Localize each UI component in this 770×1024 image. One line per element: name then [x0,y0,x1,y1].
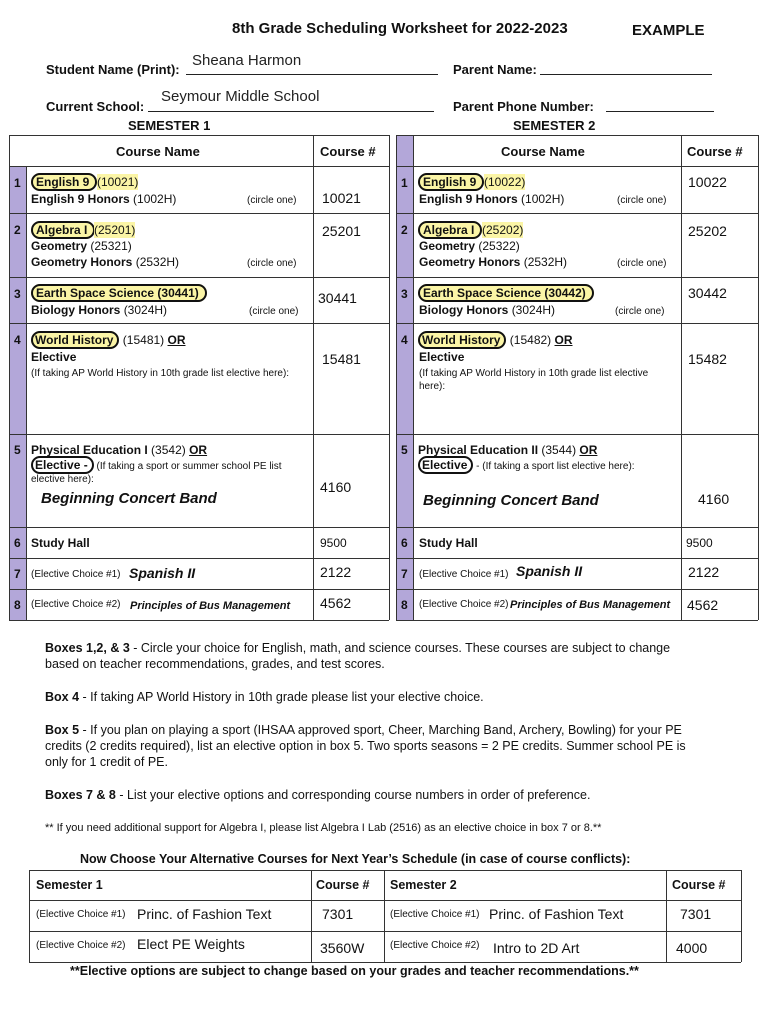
row1-sem1-course[interactable] [31,174,311,190]
row7-sem2-written[interactable]: Spanish II [516,563,583,579]
grid-line [384,870,385,962]
instruction-text: - If taking AP World History in 10th grade please list your elective choice. [79,690,484,704]
row2-sem1-code[interactable]: 25201 [322,223,361,239]
course-code-inline: (25201) [94,223,136,237]
course-code: (3542) [151,443,186,457]
course-title: Geometry Honors [419,255,521,269]
course-code: (1002H) [133,192,177,206]
row1-sem2-line2 [419,191,564,207]
row8-sem1-code[interactable]: 4562 [320,595,352,611]
col-header-course-name-2: Course Name [501,144,585,159]
elective-choice-prefix: (Elective Choice #1) [390,909,480,920]
grid-line [396,620,758,621]
alt-header-semester-2: Semester 2 [390,878,457,892]
grid-line [29,870,30,962]
row-number: 3 [14,287,21,301]
course-code: (1002H) [521,192,565,206]
grid-line [29,900,741,901]
row-number: 4 [401,333,408,347]
elective-circled: Elective - [31,456,94,474]
row2-sem2-course[interactable] [418,222,482,238]
instruction-heading: Boxes 7 & 8 [45,788,116,802]
grid-line [666,870,667,962]
course-code-inline: (10021) [97,175,139,189]
study-hall-label: Study Hall [31,536,90,550]
row-number: 8 [401,598,408,612]
row5-sem1-code[interactable]: 4160 [320,479,352,495]
row8-sem1-written[interactable]: Principles of Bus Management [130,600,291,612]
world-history-circled: World History [418,331,506,349]
course-code: (15482) [509,333,552,347]
row-number: 3 [401,287,408,301]
elective-choice-prefix: (Elective Choice #1) [36,909,126,920]
course-code: (25321) [90,239,132,253]
row8-sem2-code[interactable]: 4562 [687,597,719,613]
grid-line [313,135,314,620]
row-number: 6 [14,536,21,550]
row-number: 7 [401,567,408,581]
course-code: (2532H) [135,255,180,269]
grid-line [741,870,742,962]
semester-2-label: SEMESTER 2 [513,118,596,133]
row5-sem2-code[interactable]: 4160 [698,491,730,507]
circle-one-note: (circle one) [249,306,299,317]
row3-sem1-course[interactable] [31,285,207,301]
grid-line [396,213,758,214]
grid-line [9,277,389,278]
instruction-heading: Box 4 [45,690,80,704]
instruction-heading: Boxes 1,2, & 3 [45,641,130,655]
instruction-algebra-lab: ** If you need additional support for Algebra I, please list Algebra I Lab (2516) as an elective choice in box 7 or 8.** [45,822,602,834]
student-name-field[interactable]: Sheana Harmon [192,52,302,69]
row1-sem2-course[interactable] [418,174,484,190]
elective-choice-prefix: (Elective Choice #2) [36,940,126,951]
grid-line [9,558,389,559]
circle-one-note: (circle one) [247,195,297,206]
row4-sem2-code[interactable]: 15482 [688,351,727,367]
alt2-sem2-course[interactable]: Intro to 2D Art [493,940,580,956]
pe-note: (If taking a sport or summer school PE list elective here): [31,461,282,485]
course-title: English 9 Honors [419,192,518,206]
or-label: OR [554,333,573,347]
col-header-course-num-2: Course # [687,144,743,159]
alt-header-course-num: Course # [316,878,370,892]
course-code: (15481) [122,333,165,347]
row6-sem1-code[interactable]: 9500 [320,536,347,550]
circle-one-note: (circle one) [617,195,667,206]
elective-label: Elective [419,350,465,364]
row4-sem1-code[interactable]: 15481 [322,351,361,367]
grid-line [9,213,389,214]
grid-line [9,323,389,324]
row8-sem2-written[interactable]: Principles of Bus Management [510,599,671,611]
row5-sem2-elective-note [418,459,678,473]
grid-line [396,558,758,559]
elective-circled: Elective [418,456,473,474]
grid-line [389,135,390,620]
grid-line [29,931,741,932]
col-header-course-name: Course Name [116,144,200,159]
row7-sem1-written[interactable]: Spanish II [129,565,196,581]
row5-sem1-written[interactable]: Beginning Concert Band [41,490,217,507]
row-number: 2 [401,223,408,237]
footer-note: **Elective options are subject to change based on your grades and teacher recommendations.** [70,964,639,978]
grid-line [9,166,389,167]
parent-phone-field[interactable] [606,111,714,112]
sem2-header-strip [397,135,413,166]
grid-line [396,277,758,278]
course-title: English 9 Honors [31,192,130,206]
semester-1-label: SEMESTER 1 [128,118,211,133]
alt1-sem2-num[interactable]: 7301 [680,906,712,922]
alt2-sem1-course[interactable]: Elect PE Weights [137,936,245,952]
grid-line [9,589,389,590]
course-code: (3024H) [511,303,556,317]
algebra-circled: Algebra I [31,221,95,239]
grid-line [758,135,759,620]
course-code-inline: (25202) [482,223,524,237]
grid-line [396,166,758,167]
earth-science-circled: Earth Space Science (30441) [31,284,207,302]
row2-sem1-line2 [31,238,132,254]
student-name-label: Student Name (Print): [46,62,180,77]
earth-science-circled: Earth Space Science (30442) [418,284,594,302]
alt2-sem2-num[interactable]: 4000 [676,940,708,956]
grid-line [311,870,312,962]
instruction-text: - List your elective options and corresponding course numbers in order of preference. [115,788,591,802]
or-label: OR [167,333,186,347]
student-name-underline [186,74,438,75]
course-code: (3024H) [123,303,168,317]
elective-choice-prefix: (Elective Choice #2) [31,599,121,610]
row2-sem1-line3 [31,254,179,270]
ap-note: (If taking AP World History in 10th grade list elective here): [419,368,649,392]
grid-line [396,135,397,620]
alt1-sem2-course[interactable]: Princ. of Fashion Text [489,906,624,922]
grid-line [9,135,389,136]
instruction-heading: Box 5 [45,723,80,737]
row4-sem1-course[interactable] [31,332,186,348]
current-school-underline [148,111,434,112]
current-school-field[interactable]: Seymour Middle School [161,88,320,105]
instruction-box-5 [45,722,705,770]
course-code: (25322) [478,239,520,253]
row-number: 1 [14,176,21,190]
row2-sem2-line3 [419,254,567,270]
course-title: Geometry [419,239,476,253]
grid-line [396,323,758,324]
row2-sem2-line2 [419,238,520,254]
alt1-sem1-course[interactable]: Princ. of Fashion Text [137,906,272,922]
row-number: 6 [401,536,408,550]
grid-line [9,434,389,435]
row5-sem1-elective-note [31,459,301,486]
course-title: Physical Education II [418,443,539,457]
elective-choice-prefix: (Elective Choice #1) [419,569,509,580]
grid-line [396,135,758,136]
alternatives-title: Now Choose Your Alternative Courses for Next Year’s Schedule (in case of course conflicts): [80,852,631,866]
row3-sem2-line2 [419,302,555,318]
grid-line [9,527,389,528]
circle-one-note: (circle one) [617,258,667,269]
parent-phone-label: Parent Phone Number: [453,99,594,114]
row3-sem1-code[interactable]: 30441 [318,290,357,306]
english9-circled: English 9 [31,173,97,191]
col-header-course-num: Course # [320,144,376,159]
row5-sem2-written[interactable]: Beginning Concert Band [423,492,599,509]
row-number: 1 [401,176,408,190]
row3-sem2-code[interactable]: 30442 [688,285,727,301]
alt-header-semester-1: Semester 1 [36,878,103,892]
row-number: 4 [14,333,21,347]
alt2-sem1-num[interactable]: 3560W [320,940,365,956]
row-number: 7 [14,567,21,581]
row2-sem2-code[interactable]: 25202 [688,223,727,239]
row6-sem2-code[interactable]: 9500 [686,536,713,550]
parent-name-label: Parent Name: [453,62,537,77]
row3-sem1-line2 [31,302,167,318]
row-number: 5 [14,443,21,457]
row3-sem2-course[interactable] [418,285,594,301]
instruction-text: - If you plan on playing a sport (IHSAA approved sport, Cheer, Marching Band, Archery, Bowling) for your PE credits (2 credits required), list an elective option in box 5. Two sports seasons = 2 PE credits. Summer school PE is only for 1 credit of PE. [45,723,686,769]
row7-sem2-code[interactable]: 2122 [688,564,720,580]
english9-circled: English 9 [418,173,484,191]
row1-sem2-code[interactable]: 10022 [688,174,727,190]
instruction-text: - Circle your choice for English, math, and science courses. These courses are subject to change based on teacher recommendations, grades, and test scores. [45,641,671,671]
circle-one-note: (circle one) [615,306,665,317]
course-code: (3544) [541,443,577,457]
instruction-box-4 [45,689,705,705]
grid-line [681,135,682,620]
row-number: 5 [401,443,408,457]
row2-sem1-course[interactable] [31,222,95,238]
grid-line [396,527,758,528]
row1-sem1-code[interactable]: 10021 [322,190,361,206]
example-label: EXAMPLE [632,22,705,39]
row4-sem2-course[interactable] [418,332,573,348]
course-title: Physical Education I [31,443,148,457]
grid-line [29,962,741,963]
ap-note: (If taking AP World History in 10th grade list elective here): [31,368,290,379]
world-history-circled: World History [31,331,119,349]
grid-line [396,434,758,435]
instruction-boxes-7-8 [45,787,705,803]
row-number: 2 [14,223,21,237]
study-hall-label: Study Hall [419,536,478,550]
elective-choice-prefix: (Elective Choice #2) [390,940,480,951]
elective-choice-prefix: (Elective Choice #1) [31,569,121,580]
instruction-boxes-1-3 [45,640,705,672]
grid-line [396,589,758,590]
circle-one-note: (circle one) [247,258,297,269]
course-title: Biology Honors [419,303,509,317]
parent-name-field[interactable] [540,74,712,75]
or-label: OR [579,443,598,457]
elective-choice-prefix: (Elective Choice #2) [419,599,509,610]
elective-label: Elective [31,350,77,364]
page-title: 8th Grade Scheduling Worksheet for 2022-2023 [232,20,568,37]
grid-line [413,135,414,620]
grid-line [26,166,27,620]
row7-sem1-code[interactable]: 2122 [320,564,352,580]
alt-header-course-num-2: Course # [672,878,726,892]
course-title: Geometry Honors [31,255,133,269]
course-code: (2532H) [523,255,568,269]
alt1-sem1-num[interactable]: 7301 [322,906,354,922]
or-label: OR [189,443,208,457]
grid-line [29,870,741,871]
course-code-inline: (10022) [484,175,526,189]
row-number: 8 [14,598,21,612]
grid-line [9,135,10,620]
algebra-circled: Algebra I [418,221,482,239]
current-school-label: Current School: [46,99,145,114]
row1-sem1-line2 [31,191,176,207]
grid-line [9,620,389,621]
pe-note: - (If taking a sport list elective here): [476,461,635,472]
course-title: Biology Honors [31,303,121,317]
course-title: Geometry [31,239,88,253]
